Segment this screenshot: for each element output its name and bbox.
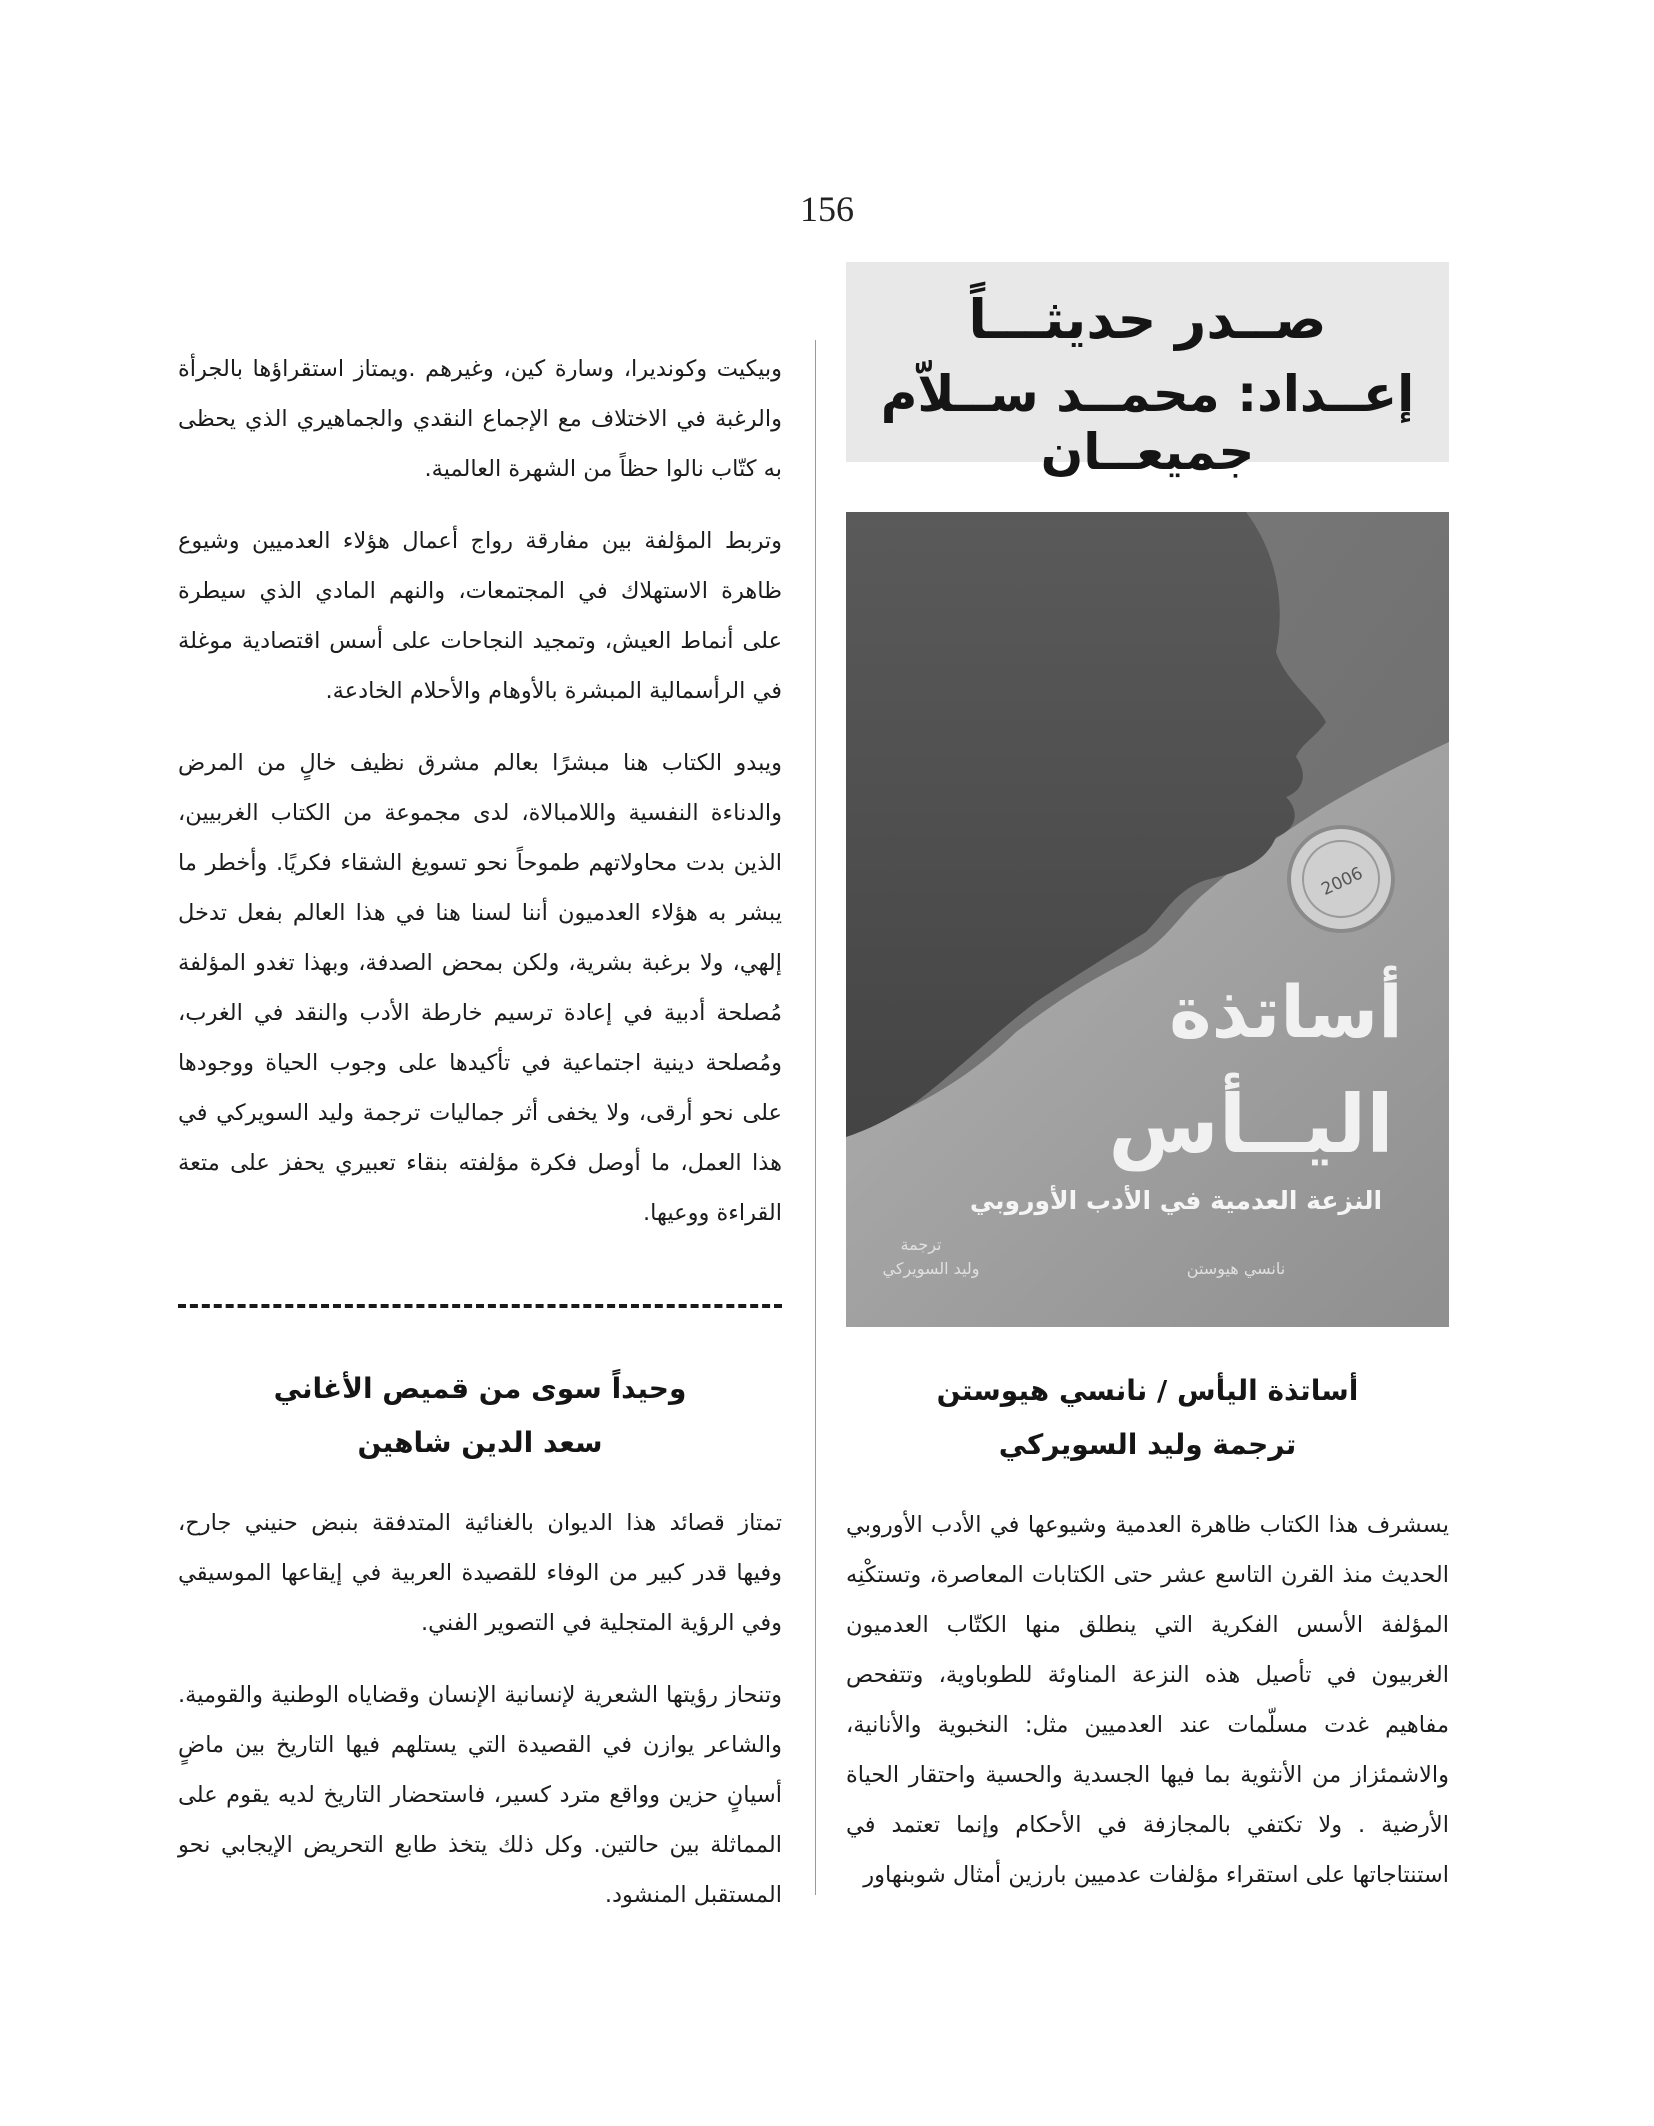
book1-review-continued	[178, 344, 782, 1260]
book1-paragraph: يسشرف هذا الكتاب ظاهرة العدمية وشيوعها في الأدب الأوروبي الحديث منذ القرن التاسع عشر حتى الكتابات المعاصرة، وتستكْنِه المؤلفة الأسس الفكرية التي ينطلق منها الكتّاب العدميون الغربيون في تأصيل هذه النزعة المناوئة للطوباوية، وتتفحص مفاهيم غدت مسلّمات عند العدميين مثل: النخبوية والأنانية، والاشمئزاز من الأنثوية بما فيها الجسدية والحسية واحتقار الحياة الأرضية . ولا تكتفي بالمجازفة في الأحكام وإنما تعتمد في استنتاجاتها على استقراء مؤلفات عدميين بارزين أمثال شوبنهاور	[846, 1512, 1449, 1888]
cover-translator: وليد السويركي	[882, 1259, 980, 1278]
book2-author: سعد الدين شاهين	[357, 1426, 603, 1459]
book-cover-image	[846, 512, 1449, 1327]
book2-paragraph: وتنحاز رؤيتها الشعرية لإنسانية الإنسان وقضاياه الوطنية والقومية. والشاعر يوازن في القصيدة التي يستلهم فيها التاريخ بين ماضٍ أسيانٍ حزين وواقع مترد كسير، فاستحضار التاريخ لديه يقوم على المماثلة بين حالتين. وكل ذلك يتخذ طابع التحريض الإيجابي نحو المستقبل المنشود.	[178, 1682, 782, 1908]
cover-title-line2: اليــأس	[1108, 1078, 1394, 1171]
section-editor: إعــداد: محمــد ســلاّم جميعــان	[880, 365, 1415, 481]
cover-author: نانسي هيوستن	[1186, 1259, 1286, 1278]
book1-paragraph: وتربط المؤلفة بين مفارقة رواج أعمال هؤلاء العدميين وشيوع ظاهرة الاستهلاك في المجتمعات، والنهم المادي الذي سيطرة على أنماط العيش، وتمجيد النجاحات على أسس اقتصادية موغلة في الرأسمالية المبشرة بالأوهام والأحلام الخادعة.	[178, 528, 782, 704]
book1-translator: ترجمة وليد السويركي	[998, 1428, 1297, 1461]
book1-paragraph: ويبدو الكتاب هنا مبشرًا بعالم مشرق نظيف خالٍ من المرض والدناءة النفسية واللامبالاة، لدى مجموعة من الكتاب الغربيين، الذين بدت محاولاتهم طموحاً نحو تسويغ الشقاء فكريًا. وأخطر ما يبشر به هؤلاء العدميون أننا لسنا هنا في هذا العالم بفعل تدخل إلهي، ولا برغبة بشرية، ولكن بمحض الصدفة، وبهذا تغدو المؤلفة مُصلحة أدبية في إعادة ترسيم خارطة الأدب والنقد في الغرب، ومُصلحة دينية اجتماعية في تأكيدها على وجوب الحياة ووجودها على نحو أرقى، ولا يخفى أثر جماليات ترجمة وليد السويركي في هذا العمل، ما أوصل فكرة مؤلفته بنقاء تعبيري يحفز على متعة القراءة ووعيها.	[178, 750, 782, 1226]
book2-heading	[178, 1362, 782, 1470]
section-header	[846, 262, 1449, 481]
book2-title: وحيداً سوى من قميص الأغاني	[273, 1372, 687, 1405]
cover-title-line1: أساتذة	[1169, 970, 1403, 1054]
section-title: صــدر حديثـــاً	[968, 288, 1327, 351]
book1-title-author: أساتذة اليأس / نانسي هيوستن	[936, 1374, 1359, 1407]
book-cover-art	[846, 512, 1449, 1327]
book1-review	[846, 1500, 1449, 1922]
cover-subtitle: النزعة العدمية في الأدب الأوروبي	[969, 1186, 1383, 1215]
book2-review	[178, 1498, 782, 1942]
book1-paragraph: وبيكيت وكونديرا، وسارة كين، وغيرهم .ويمتاز استقراؤها بالجرأة والرغبة في الاختلاف مع الإجماع النقدي والجماهيري الذي يحظى به كتّاب نالوا حظاً من الشهرة العالمية.	[178, 356, 782, 482]
book2-paragraph: تمتاز قصائد هذا الديوان بالغنائية المتدفقة بنبض حنيني جارح، وفيها قدر كبير من الوفاء للقصيدة العربية في إيقاعها الموسيقي وفي الرؤية المتجلية في التصوير الفني.	[178, 1510, 782, 1636]
seal-year: 2006	[1318, 863, 1367, 900]
dashed-separator	[178, 1304, 782, 1308]
award-seal	[1289, 827, 1393, 931]
page-number: 156	[800, 189, 854, 229]
column-divider	[815, 340, 816, 1895]
book1-heading	[846, 1364, 1449, 1472]
cover-translator-label: ترجمة	[900, 1235, 942, 1254]
